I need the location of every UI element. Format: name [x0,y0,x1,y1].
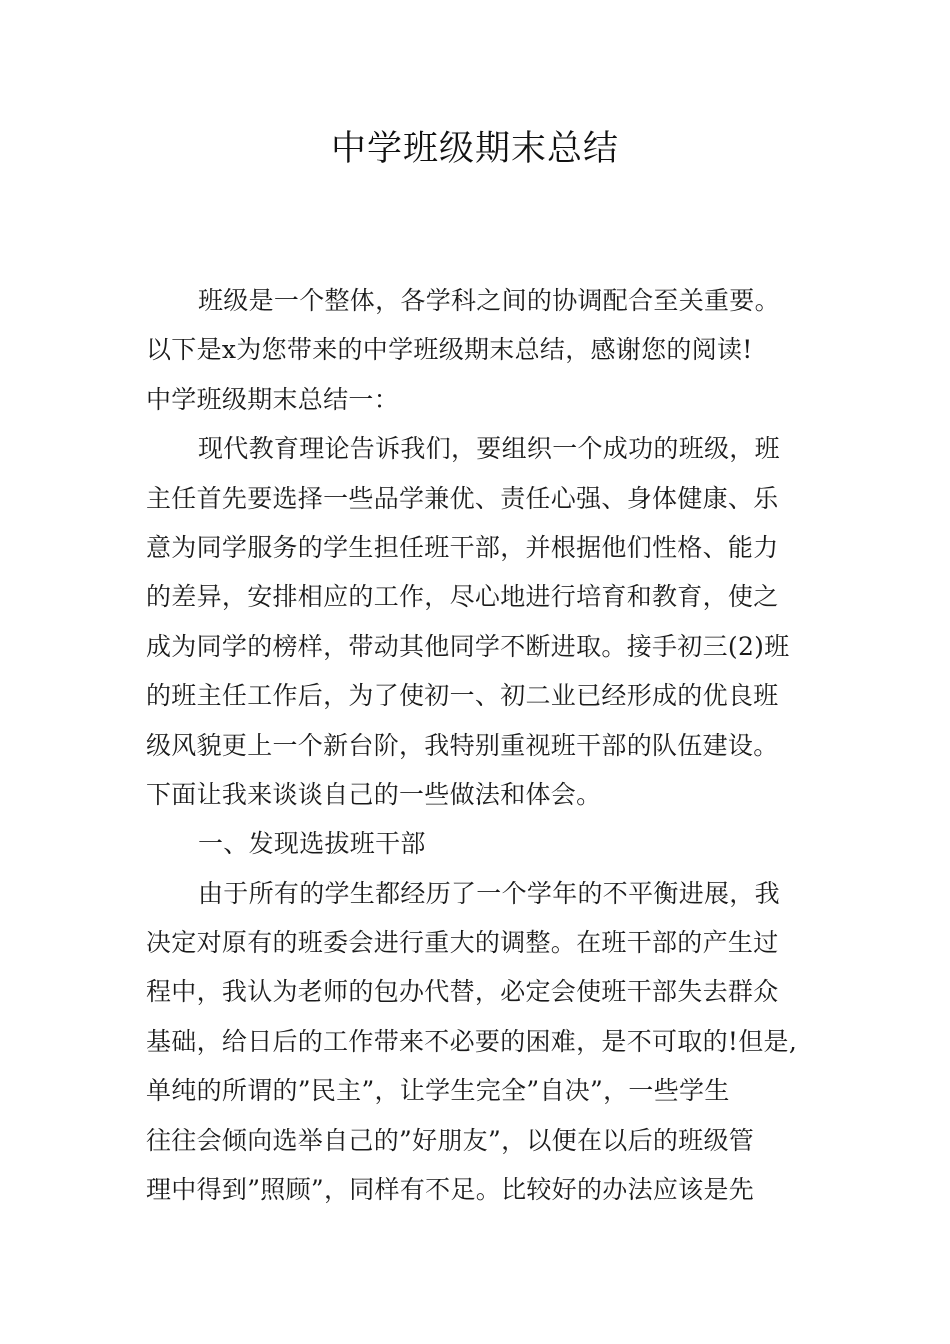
paragraph-line: 往往会倾向选举自己的”好朋友”，以便在以后的班级管 [146,1125,755,1155]
paragraph-line: 的班主任工作后，为了使初一、初二业已经形成的优良班 [146,681,779,711]
paragraph-line: 现代教育理论告诉我们，要组织一个成功的班级，班 [198,434,780,464]
paragraph-line: 的差异，安排相应的工作，尽心地进行培育和教育，使之 [146,582,779,612]
paragraph-line: 级风貌更上一个新台阶，我特别重视班干部的队伍建设。 [146,730,779,760]
paragraph-line: 成为同学的榜样，带动其他同学不断进取。接手初三(2)班 [146,631,790,661]
paragraph-line: 决定对原有的班委会进行重大的调整。在班干部的产生过 [146,928,779,958]
paragraph-line: 程中，我认为老师的包办代替，必定会使班干部失去群众 [146,977,779,1007]
paragraph-line: 班级是一个整体，各学科之间的协调配合至关重要。 [198,286,780,315]
paragraph-line: 主任首先要选择一些品学兼优、责任心强、身体健康、乐 [146,483,779,513]
document-body [146,276,812,1214]
subsection-heading: 一、发现选拔班干部 [198,829,426,859]
paragraph-line: 意为同学服务的学生担任班干部，并根据他们性格、能力 [146,532,779,562]
paragraph-line: 由于所有的学生都经历了一个学年的不平衡进展，我 [198,878,780,908]
paragraph-line: 基础，给日后的工作带来不必要的困难，是不可取的!但是, [146,1026,798,1056]
section-heading: 中学班级期末总结一： [146,384,400,414]
paragraph-line: 理中得到”照顾”，同样有不足。比较好的办法应该是先 [146,1175,755,1205]
paragraph-line: 下面让我来谈谈自己的一些做法和体会。 [146,779,602,809]
paragraph-line: 以下是x为您带来的中学班级期末总结，感谢您的阅读! [146,335,753,365]
document-title: 中学班级期末总结 [330,129,619,169]
paragraph-line: 单纯的所谓的”民主”，让学生完全”自决”，一些学生 [146,1076,730,1106]
